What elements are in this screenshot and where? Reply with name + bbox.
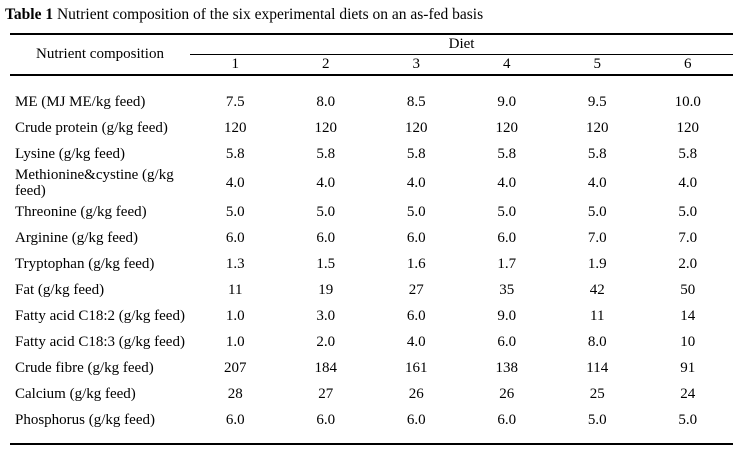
row-label: Fatty acid C18:2 (g/kg feed) [15,308,185,324]
cell-value: 5.8 [316,146,336,162]
cell-value: 9.0 [497,94,517,110]
cell-value: 2.0 [678,256,698,272]
cell-value: 1.6 [406,256,426,272]
cell-value: 4.0 [497,175,517,191]
cell-value: 9.5 [587,94,607,110]
cell-value: 3.0 [316,308,336,324]
table-row [10,251,733,277]
cell-value: 91 [680,360,696,376]
table-caption [5,5,738,24]
table-caption-text: Nutrient composition of the six experimental diets on an as-fed basis [53,6,484,23]
cell-value: 5.8 [587,146,607,162]
cell-value: 6.0 [497,412,517,428]
cell-value: 11 [228,282,243,298]
cell-value: 28 [227,386,243,402]
column-header-diet-3: 3 [412,56,420,72]
table-row [10,303,733,329]
cell-value: 5.0 [406,204,426,220]
row-label: Crude fibre (g/kg feed) [15,360,154,376]
cell-value: 1.0 [225,308,245,324]
cell-value: 6.0 [406,230,426,246]
cell-value: 5.8 [678,146,698,162]
cell-value: 4.0 [316,175,336,191]
cell-value: 26 [408,386,424,402]
table-row [10,199,733,225]
row-label: Crude protein (g/kg feed) [15,120,168,136]
cell-value: 5.0 [316,204,336,220]
cell-value: 7.0 [678,230,698,246]
column-header-diet-2: 2 [322,56,330,72]
row-label: Arginine (g/kg feed) [15,230,139,246]
cell-value: 161 [405,360,428,376]
cell-value: 120 [314,120,337,136]
cell-value: 7.5 [225,94,245,110]
cell-value: 10.0 [674,94,701,110]
cell-value: 5.0 [678,412,698,428]
cell-value: 138 [495,360,518,376]
cell-value: 10 [680,334,696,350]
table-row [10,407,733,444]
cell-value: 6.0 [316,412,336,428]
cell-value: 2.0 [316,334,336,350]
table-row [10,355,733,381]
row-label: ME (MJ ME/kg feed) [15,94,146,110]
row-label: Lysine (g/kg feed) [15,146,125,162]
cell-value: 9.0 [497,308,517,324]
cell-value: 5.0 [225,204,245,220]
cell-value: 4.0 [406,334,426,350]
row-label: Calcium (g/kg feed) [15,386,136,402]
row-label: Tryptophan (g/kg feed) [15,256,155,272]
column-header-diet-4: 4 [503,56,511,72]
cell-value: 14 [680,308,696,324]
cell-value: 5.0 [678,204,698,220]
cell-value: 6.0 [406,308,426,324]
cell-value: 19 [318,282,334,298]
cell-value: 24 [680,386,696,402]
cell-value: 8.0 [316,94,336,110]
row-label: Fatty acid C18:3 (g/kg feed) [15,334,185,350]
cell-value: 1.0 [225,334,245,350]
cell-value: 7.0 [587,230,607,246]
table-body [10,75,733,444]
cell-value: 207 [224,360,247,376]
cell-value: 1.7 [497,256,517,272]
cell-value: 8.5 [406,94,426,110]
table-header [10,34,733,75]
cell-value: 5.8 [406,146,426,162]
cell-value: 5.0 [587,412,607,428]
column-group-header-diet: Diet [190,34,733,55]
cell-value: 6.0 [497,230,517,246]
nutrient-composition-table [10,33,733,445]
cell-value: 4.0 [587,175,607,191]
row-label: Phosphorus (g/kg feed) [15,412,155,428]
cell-value: 1.9 [587,256,607,272]
cell-value: 50 [680,282,696,298]
cell-value: 27 [318,386,334,402]
document-page [0,5,738,473]
table-row [10,167,733,199]
cell-value: 120 [224,120,247,136]
cell-value: 1.5 [316,256,336,272]
cell-value: 6.0 [225,412,245,428]
table-caption-number: Table 1 [5,6,54,23]
cell-value: 120 [495,120,518,136]
cell-value: 5.8 [497,146,517,162]
cell-value: 120 [405,120,428,136]
cell-value: 8.0 [587,334,607,350]
table-row [10,381,733,407]
cell-value: 4.0 [225,175,245,191]
cell-value: 6.0 [225,230,245,246]
cell-value: 4.0 [406,175,426,191]
cell-value: 184 [314,360,337,376]
cell-value: 5.0 [497,204,517,220]
row-label: Threonine (g/kg feed) [15,204,147,220]
table-row [10,329,733,355]
cell-value: 4.0 [678,175,698,191]
column-header-nutrient-composition: Nutrient composition [36,46,164,62]
cell-value: 42 [589,282,605,298]
cell-value: 6.0 [406,412,426,428]
cell-value: 120 [676,120,700,136]
table-row [10,75,733,115]
cell-value: 6.0 [316,230,336,246]
cell-value: 114 [586,360,609,376]
table-row [10,141,733,167]
cell-value: 26 [499,386,515,402]
cell-value: 35 [499,282,515,298]
row-label: Fat (g/kg feed) [15,282,105,298]
cell-value: 1.3 [225,256,245,272]
cell-value: 27 [408,282,424,298]
cell-value: 120 [586,120,609,136]
table-row [10,277,733,303]
cell-value: 5.0 [587,204,607,220]
cell-value: 6.0 [497,334,517,350]
column-header-diet-5: 5 [593,56,601,72]
column-header-diet-1: 1 [231,56,239,72]
column-header-diet-6: 6 [684,56,692,72]
cell-value: 25 [589,386,605,402]
row-label: Methionine&cystine (g/kg feed) [15,167,174,199]
cell-value: 11 [590,308,605,324]
cell-value: 5.8 [225,146,245,162]
table-row [10,225,733,251]
table-row [10,115,733,141]
group-header-row [10,34,733,55]
